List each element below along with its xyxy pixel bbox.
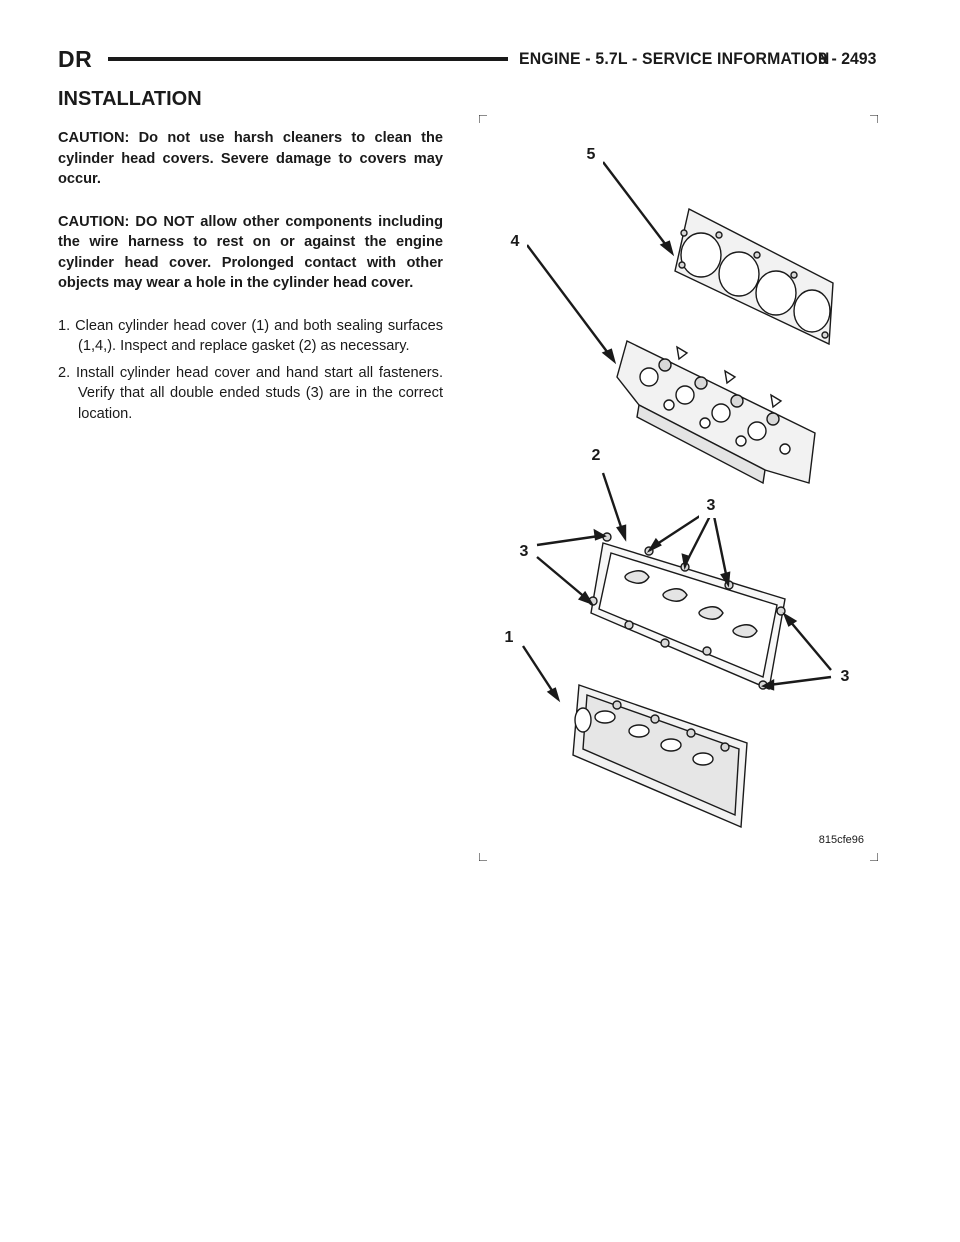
callout-3-right: 3 [833, 665, 857, 689]
step-1: 1. Clean cylinder head cover (1) and both sealing surfaces (1,4,). Inspect and replace gasket (2) as necessary. [58, 317, 443, 354]
text-column [58, 128, 443, 430]
step-2: 2. Install cylinder head cover and hand start all fasteners. Verify that all double ended studs (3) are in the correct location. [58, 364, 443, 422]
callout-5: 5 [579, 143, 603, 167]
callout-3-top: 3 [699, 494, 723, 518]
section-title: INSTALLATION [58, 88, 202, 110]
figure-id: 815cfe96 [818, 834, 864, 846]
callout-3-left: 3 [512, 540, 536, 564]
cylinder-head-cover-part [573, 685, 747, 827]
cylinder-head-part [617, 341, 815, 483]
exploded-view-figure [479, 115, 878, 861]
page-header [58, 46, 876, 74]
callout-1: 1 [497, 626, 521, 650]
callout-4: 4 [503, 230, 527, 254]
callout-2: 2 [584, 444, 608, 468]
header-page-number: 9 - 2493 [817, 49, 876, 68]
header-rule [108, 57, 508, 61]
header-section-code: DR [58, 46, 93, 72]
caution-components: CAUTION: DO NOT allow other components including the wire harness to rest on or against the engine cylinder head cover. Prolonged contact with other objects may wear a hole in the cylinder head cover. [58, 213, 443, 291]
caution-cleaners: CAUTION: Do not use harsh cleaners to clean the cylinder head covers. Severe damage to covers may occur. [58, 130, 443, 187]
figure-illustration [479, 115, 878, 861]
head-gasket-part [675, 209, 833, 344]
header-title: ENGINE - 5.7L - SERVICE INFORMATION [519, 49, 830, 68]
installation-steps [58, 316, 443, 425]
